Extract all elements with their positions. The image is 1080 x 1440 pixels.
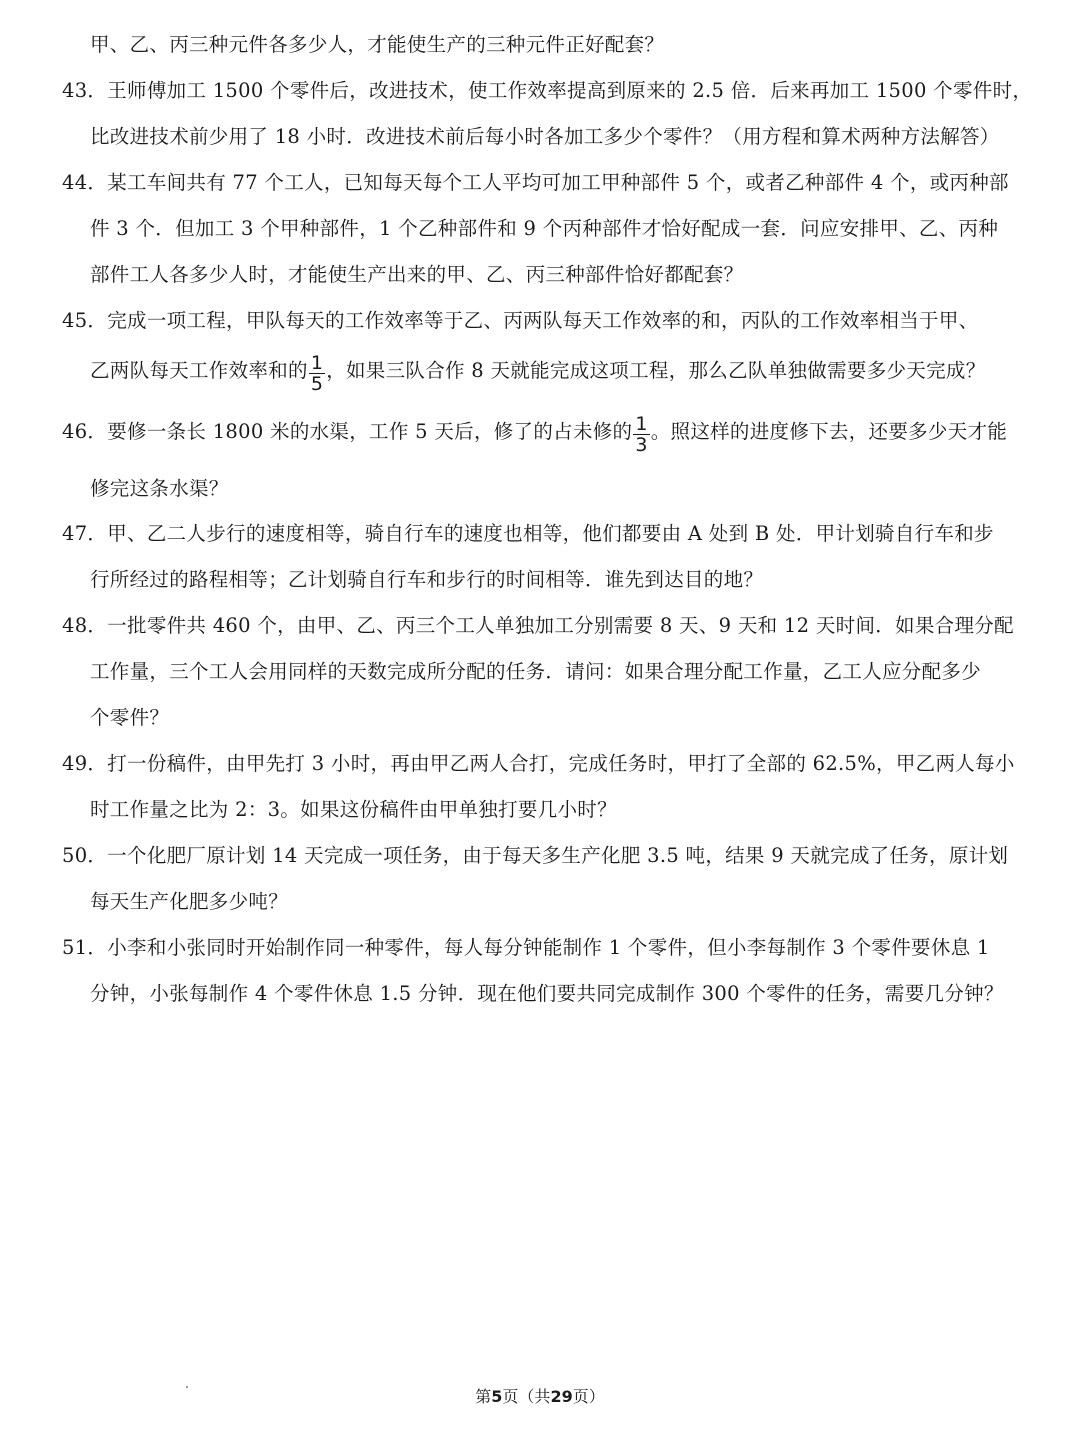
question-45-line-2 [90, 348, 1020, 394]
question-45-text-after-fraction: ，如果三队合作 8 天就能完成这项工程，那么乙队单独做需要多少天完成？ [326, 359, 986, 382]
fraction-denominator: 3 [635, 434, 648, 456]
footer-suffix: 页） [572, 1387, 605, 1406]
question-42-continuation: 甲、乙、丙三种元件各多少人，才能使生产的三种元件正好配套？ [90, 33, 665, 56]
question-43-line-2: 比改进技术前少用了 18 小时．改进技术前后每小时各加工多少个零件？（用方程和算术两种方法解答） [90, 125, 1000, 148]
question-48-line-3: 个零件？ [90, 706, 170, 729]
fraction-denominator: 5 [310, 373, 324, 395]
question-45-text-before-fraction: 乙两队每天工作效率和的 [90, 359, 308, 382]
question-48-line-2: 工作量，三个工人会用同样的天数完成所分配的任务．请问：如果合理分配工作量，乙工人应分配多少 [90, 660, 982, 683]
question-44-line-2: 件 3 个．但加工 3 个甲种部件，1 个乙种部件和 9 个丙种部件才恰好配成一套．问应安排甲、乙、丙种 [90, 217, 999, 240]
question-47-line-2: 行所经过的路程相等；乙计划骑自行车和步行的时间相等．谁先到达目的地？ [90, 568, 764, 591]
question-49-line-2: 时工作量之比为 2：3。如果这份稿件由甲单独打要几小时？ [90, 798, 617, 821]
question-50-line-1: 50．一个化肥厂原计划 14 天完成一项任务，由于每天多生产化肥 3.5 吨，结果 9 天就完成了任务，原计划 [62, 844, 1009, 867]
question-47-line-1: 47．甲、乙二人步行的速度相等，骑自行车的速度也相等，他们都要由 A 处到 B 处．甲计划骑自行车和步 [62, 522, 994, 545]
footer-prefix: 第 [475, 1387, 492, 1406]
question-43-line-1: 43．王师傅加工 1500 个零件后，改进技术，使工作效率提高到原来的 2.5 倍．后来再加工 1500 个零件时， [62, 79, 1033, 102]
question-46-text-after-fraction: 。照这样的进度修下去，还要多少天才能 [650, 420, 1008, 443]
question-46-line-1 [62, 409, 1020, 455]
question-44-line-3: 部件工人各多少人时，才能使生产出来的甲、乙、丙三种部件恰好都配套？ [90, 263, 744, 286]
question-46-text-before-fraction: 46．要修一条长 1800 米的水渠，工作 5 天后，修了的占未修的 [62, 420, 633, 443]
question-45-line-1: 45．完成一项工程，甲队每天的工作效率等于乙、丙两队每天工作效率的和，丙队的工作效率相当于甲、 [62, 309, 979, 332]
fraction-numerator: 1 [310, 352, 324, 374]
question-44-line-1: 44．某工车间共有 77 个工人，已知每天每个工人平均可加工甲种部件 5 个，或者乙种部件 4 个，或丙种部 [62, 171, 1009, 194]
fraction-numerator: 1 [635, 413, 648, 435]
question-50-line-2: 每天生产化肥多少吨？ [90, 890, 289, 913]
footer-page-number: 5 [491, 1387, 503, 1406]
question-51-line-1: 51．小李和小张同时开始制作同一种零件，每人每分钟能制作 1 个零件，但小李每制作 3 个零件要休息 1 [62, 936, 990, 959]
question-49-line-1: 49．打一份稿件，由甲先打 3 小时，再由甲乙两人合打，完成任务时，甲打了全部的 62.5%，甲乙两人每小 [62, 752, 1015, 775]
page-footer [0, 1384, 1080, 1407]
footer-middle: 页（共 [502, 1387, 551, 1406]
question-46-line-2: 修完这条水渠？ [90, 477, 229, 500]
fraction-one-fifth [309, 353, 325, 394]
question-51-line-2: 分钟，小张每制作 4 个零件休息 1.5 分钟．现在他们要共同完成制作 300 个零件的任务，需要几分钟？ [90, 982, 1004, 1005]
footer-total-pages: 29 [550, 1387, 573, 1406]
question-48-line-1: 48．一批零件共 460 个，由甲、乙、丙三个工人单独加工分别需要 8 天、9 天和 12 天时间．如果合理分配 [62, 614, 1014, 637]
fraction-one-third [633, 414, 649, 455]
